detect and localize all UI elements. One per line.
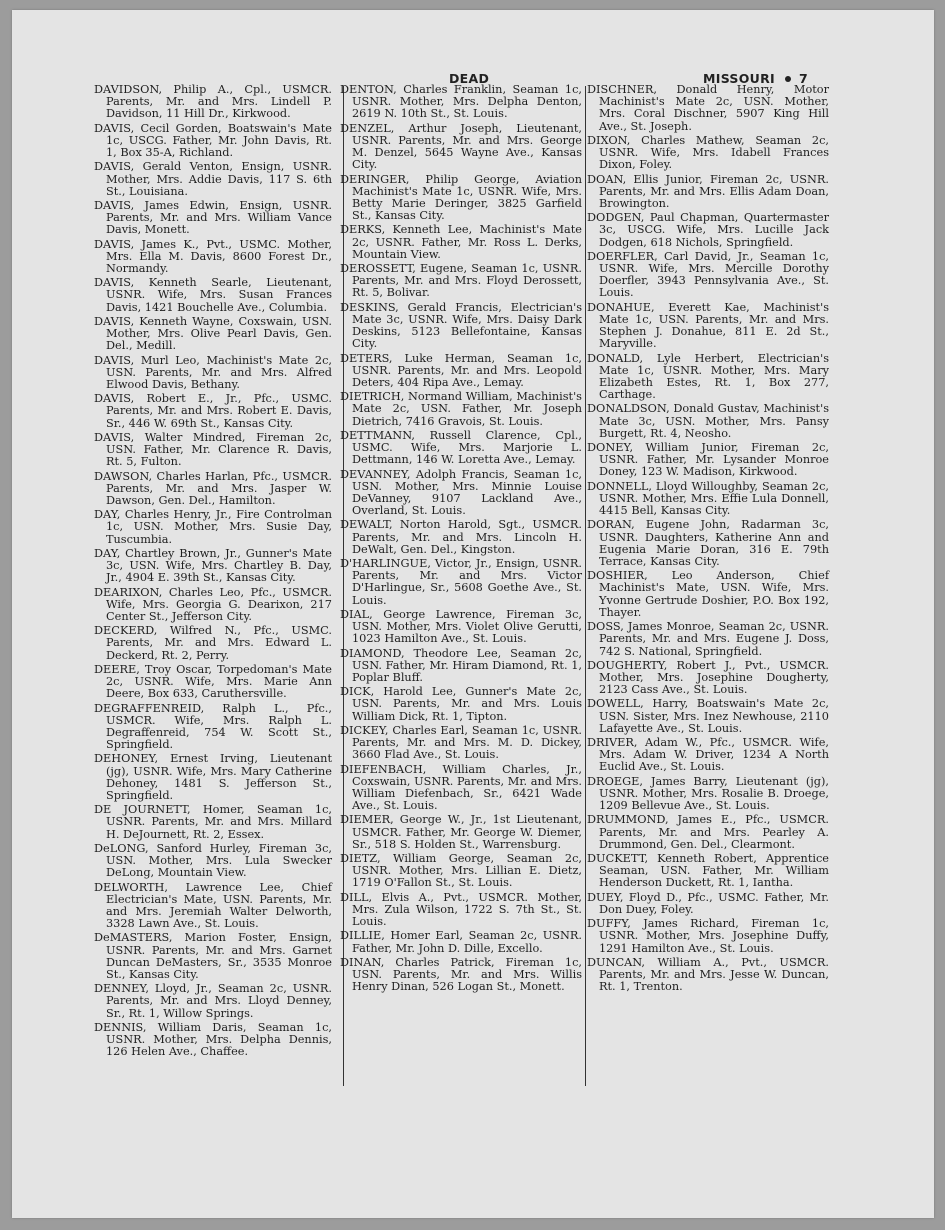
casualty-entry: DRUMMOND, James E., Pfc., USMCR. Parents, Mr. and Mrs. Pearley A. Drummond, Gen. Del., Clearmont.	[587, 813, 829, 851]
casualty-entry: DUNCAN, William A., Pvt., USMCR. Parents, Mr. and Mrs. Jesse W. Duncan, Rt. 1, Trenton.	[587, 955, 829, 994]
casualty-entry: DONEY, William Junior, Fireman 2c, USNR. Father, Mr. Lysander Monroe Doney, 123 W. Madison, Kirkwood.	[587, 441, 829, 479]
casualty-entry: DeLONG, Sanford Hurley, Fireman 3c, USN. Mother, Mrs. Lula Swecker DeLong, Mountain View.	[94, 841, 332, 880]
casualty-entry: DENNIS, William Daris, Seaman 1c, USNR. Mother, Mrs. Delpha Dennis, 126 Helen Ave., Chaffee.	[94, 1020, 332, 1059]
casualty-entry: DOSS, James Monroe, Seaman 2c, USNR. Parents, Mr. and Mrs. Eugene J. Doss, 742 S. National, Springfield.	[587, 620, 829, 658]
casualty-entry: DORAN, Eugene John, Radarman 3c, USNR. Daughters, Katherine Ann and Eugenia Marie Doran, 316 E. 79th Terrace, Kansas City.	[587, 518, 829, 568]
page-number: 7	[799, 71, 808, 86]
casualty-entry: DAVIS, Kenneth Searle, Lieutenant, USNR. Wife, Mrs. Susan Frances Davis, 1421 Bouchelle Ave., Columbia.	[94, 276, 332, 314]
casualty-entry: DAVIS, Cecil Gorden, Boatswain's Mate 1c, USCG. Father, Mr. John Davis, Rt. 1, Box 35-A, Richland.	[94, 121, 332, 160]
casualty-entry: DEHONEY, Ernest Irving, Lieutenant (jg), USNR. Wife, Mrs. Mary Catherine Dehoney, 1481 S. Jefferson St., Springfield.	[94, 752, 332, 802]
casualty-entry: DENTON, Charles Franklin, Seaman 1c, USNR. Mother, Mrs. Delpha Denton, 2619 N. 10th St., St. Louis.	[340, 83, 582, 121]
casualty-entry: DILL, Elvis A., Pvt., USMCR. Mother, Mrs. Zula Wilson, 1722 S. 7th St., St. Louis.	[340, 890, 582, 929]
column-1	[94, 84, 332, 1061]
casualty-entry: DUCKETT, Kenneth Robert, Apprentice Seaman, USN. Father, Mr. William Henderson Duckett, Rt. 1, Iantha.	[587, 852, 829, 890]
casualty-entry: DeMASTERS, Marion Foster, Ensign, USNR. Parents, Mr. and Mrs. Garnet Duncan DeMasters, Sr., 3535 Monroe St., Kansas City.	[94, 931, 332, 981]
casualty-entry: DONAHUE, Everett Kae, Machinist's Mate 1c, USN. Parents, Mr. and Mrs. Stephen J. Donahue, 811 E. 2d St., Maryville.	[587, 300, 829, 351]
casualty-entry: DAVIS, Gerald Venton, Ensign, USNR. Mother, Mrs. Addie Davis, 117 S. 6th St., Louisiana.	[94, 160, 332, 198]
casualty-entry: DONALD, Lyle Herbert, Electrician's Mate 1c, USNR. Mother, Mrs. Mary Elizabeth Estes, Rt. 1, Box 277, Carthage.	[587, 351, 829, 402]
state-name: MISSOURI	[703, 71, 775, 86]
casualty-entry: DOAN, Ellis Junior, Fireman 2c, USNR. Parents, Mr. and Mrs. Ellis Adam Doan, Browington.	[587, 172, 829, 210]
casualty-entry: DEGRAFFENREID, Ralph L., Pfc., USMCR. Wife, Mrs. Ralph L. Degraffenreid, 754 W. Scott St., Springfield.	[94, 701, 332, 752]
casualty-entry: DIEMER, George W., Jr., 1st Lieutenant, USMCR. Father, Mr. George W. Diemer, Sr., 518 S. Holden St., Warrensburg.	[340, 813, 582, 851]
casualty-entry: DIAMOND, Theodore Lee, Seaman 2c, USN. Father, Mr. Hiram Diamond, Rt. 1, Poplar Bluff.	[340, 646, 582, 684]
casualty-entry: DAY, Charles Henry, Jr., Fire Controlman 1c, USN. Mother, Mrs. Susie Day, Tuscumbia.	[94, 508, 332, 546]
casualty-entry: DUEY, Floyd D., Pfc., USMC. Father, Mr. Don Duey, Foley.	[587, 890, 829, 916]
column-2	[340, 84, 582, 995]
casualty-entry: DAVIS, Murl Leo, Machinist's Mate 2c, USN. Parents, Mr. and Mrs. Alfred Elwood Davis, Bethany.	[94, 353, 332, 391]
casualty-entry: DICKEY, Charles Earl, Seaman 1c, USNR. Parents, Mr. and Mrs. M. D. Dickey, 3660 Flad Ave., St. Louis.	[340, 723, 582, 762]
casualty-entry: DIEFENBACH, William Charles, Jr., Coxswain, USNR. Parents, Mr. and Mrs. William Diefenbach, Sr., 6421 Wade Ave., St. Louis.	[340, 762, 582, 813]
casualty-entry: DONNELL, Lloyd Willoughby, Seaman 2c, USNR. Mother, Mrs. Effie Lula Donnell, 4415 Bell, Kansas City.	[587, 479, 829, 518]
column-3	[587, 84, 829, 995]
casualty-entry: DAVIDSON, Philip A., Cpl., USMCR. Parents, Mr. and Mrs. Lindell P. Davidson, 11 Hill Dr., Kirkwood.	[94, 83, 332, 121]
casualty-entry: DRIVER, Adam W., Pfc., USMCR. Wife, Mrs. Adam W. Driver, 1234 A North Euclid Ave., St. Louis.	[587, 736, 829, 774]
casualty-entry: DECKERD, Wilfred N., Pfc., USMC. Parents, Mr. and Mrs. Edward L. Deckerd, Rt. 2, Perry.	[94, 624, 332, 662]
casualty-entry: DOERFLER, Carl David, Jr., Seaman 1c, USNR. Wife, Mrs. Mercille Dorothy Doerfler, 3943 Pennsylvania Ave., St. Louis.	[587, 249, 829, 300]
casualty-entry: DEERE, Troy Oscar, Torpedoman's Mate 2c, USNR. Wife, Mrs. Marie Ann Deere, Box 633, Caruthersville.	[94, 662, 332, 701]
casualty-entry: DISCHNER, Donald Henry, Motor Machinist's Mate 2c, USN. Mother, Mrs. Coral Dischner, 5907 King Hill Ave., St. Joseph.	[587, 83, 829, 133]
casualty-entry: DENNEY, Lloyd, Jr., Seaman 2c, USNR. Parents, Mr. and Mrs. Lloyd Denney, Sr., Rt. 1, Willow Springs.	[94, 982, 332, 1020]
casualty-entry: DILLIE, Homer Earl, Seaman 2c, USNR. Father, Mr. John D. Dille, Excello.	[340, 929, 582, 955]
casualty-entry: DERKS, Kenneth Lee, Machinist's Mate 2c, USNR. Father, Mr. Ross L. Derks, Mountain View.	[340, 223, 582, 261]
casualty-entry: DROEGE, James Barry, Lieutenant (jg), USNR. Mother, Mrs. Rosalie B. Droege, 1209 Bellevue Ave., St. Louis.	[587, 774, 829, 813]
casualty-entry: DEROSSETT, Eugene, Seaman 1c, USNR. Parents, Mr. and Mrs. Floyd Derossett, Rt. 5, Bolivar.	[340, 262, 582, 300]
casualty-entry: DELWORTH, Lawrence Lee, Chief Electrician's Mate, USN. Parents, Mr. and Mrs. Jeremiah Walter Delworth, 3328 Lawn Ave., St. Louis.	[94, 880, 332, 931]
casualty-entry: DEARIXON, Charles Leo, Pfc., USMCR. Wife, Mrs. Georgia G. Dearixon, 217 Center St., Jefferson City.	[94, 585, 332, 623]
bullet-separator	[785, 76, 791, 82]
casualty-entry: DAVIS, Walter Mindred, Fireman 2c, USN. Father, Mr. Clarence R. Davis, Rt. 5, Fulton.	[94, 430, 332, 469]
casualty-entry: D'HARLINGUE, Victor, Jr., Ensign, USNR. Parents, Mr. and Mrs. Victor D'Harlingue, Sr., 5608 Goethe Ave., St. Louis.	[340, 557, 582, 607]
casualty-entry: DIETRICH, Normand William, Machinist's Mate 2c, USN. Father, Mr. Joseph Dietrich, 7416 Gravois, St. Louis.	[340, 390, 582, 428]
casualty-entry: DAVIS, James K., Pvt., USMC. Mother, Mrs. Ella M. Davis, 8600 Forest Dr., Normandy.	[94, 237, 332, 276]
casualty-entry: DEVANNEY, Adolph Francis, Seaman 1c, USN. Mother, Mrs. Minnie Louise DeVanney, 9107 Lackland Ave., Overland, St. Louis.	[340, 467, 582, 518]
casualty-entry: DENZEL, Arthur Joseph, Lieutenant, USNR. Parents, Mr. and Mrs. George M. Denzel, 5645 Wayne Ave., Kansas City.	[340, 121, 582, 172]
column-rule-right	[585, 86, 586, 1086]
casualty-entry: DETTMANN, Russell Clarence, Cpl., USMC. Wife, Mrs. Marjorie L. Dettmann, 146 W. Loretta Ave., Lemay.	[340, 428, 582, 467]
casualty-entry: DOWELL, Harry, Boatswain's Mate 2c, USN. Sister, Mrs. Inez Newhouse, 2110 Lafayette Ave., St. Louis.	[587, 697, 829, 735]
casualty-entry: DICK, Harold Lee, Gunner's Mate 2c, USN. Parents, Mr. and Mrs. Louis William Dick, Rt. 1, Tipton.	[340, 685, 582, 723]
casualty-entry: DEWALT, Norton Harold, Sgt., USMCR. Parents, Mr. and Mrs. Lincoln H. DeWalt, Gen. Del., Kingston.	[340, 518, 582, 556]
casualty-entry: DESKINS, Gerald Francis, Electrician's Mate 3c, USNR. Wife, Mrs. Daisy Dark Deskins, 5123 Bellefontaine, Kansas City.	[340, 300, 582, 351]
casualty-entry: DAWSON, Charles Harlan, Pfc., USMCR. Parents, Mr. and Mrs. Jasper W. Dawson, Gen. Del., Hamilton.	[94, 469, 332, 507]
casualty-entry: DIXON, Charles Mathew, Seaman 2c, USNR. Wife, Mrs. Idabell Frances Dixon, Foley.	[587, 133, 829, 172]
casualty-entry: DODGEN, Paul Chapman, Quartermaster 3c, USCG. Wife, Mrs. Lucille Jack Dodgen, 618 Nichols, Springfield.	[587, 211, 829, 249]
casualty-entry: DAVIS, James Edwin, Ensign, USNR. Parents, Mr. and Mrs. William Vance Davis, Monett.	[94, 198, 332, 237]
casualty-entry: DIAL, George Lawrence, Fireman 3c, USN. Mother, Mrs. Violet Olive Gerutti, 1023 Hamilton Ave., St. Louis.	[340, 607, 582, 646]
casualty-entry: DOUGHERTY, Robert J., Pvt., USMCR. Mother, Mrs. Josephine Dougherty, 2123 Cass Ave., St. Louis.	[587, 658, 829, 697]
casualty-entry: DAY, Chartley Brown, Jr., Gunner's Mate 3c, USN. Wife, Mrs. Chartley B. Day, Jr., 4904 E. 39th St., Kansas City.	[94, 546, 332, 585]
casualty-entry: DAVIS, Kenneth Wayne, Coxswain, USN. Mother, Mrs. Olive Pearl Davis, Gen. Del., Medill.	[94, 314, 332, 353]
casualty-entry: DUFFY, James Richard, Fireman 1c, USNR. Mother, Mrs. Josephine Duffy, 1291 Hamilton Ave., St. Louis.	[587, 917, 829, 955]
casualty-entry: DINAN, Charles Patrick, Fireman 1c, USN. Parents, Mr. and Mrs. Willis Henry Dinan, 526 Logan St., Monett.	[340, 955, 582, 994]
casualty-entry: DONALDSON, Donald Gustav, Machinist's Mate 3c, USN. Mother, Mrs. Pansy Burgett, Rt. 4, Neosho.	[587, 402, 829, 440]
casualty-entry: DOSHIER, Leo Anderson, Chief Machinist's Mate, USN. Wife, Mrs. Yvonne Gertrude Doshier, P.O. Box 192, Thayer.	[587, 569, 829, 619]
casualty-entry: DAVIS, Robert E., Jr., Pfc., USMC. Parents, Mr. and Mrs. Robert E. Davis, Sr., 446 W. 69th St., Kansas City.	[94, 392, 332, 430]
running-head-title: DEAD	[449, 71, 490, 86]
casualty-entry: DIETZ, William George, Seaman 2c, USNR. Mother, Mrs. Lillian E. Dietz, 1719 O'Fallon St., St. Louis.	[340, 852, 582, 890]
casualty-entry: DE JOURNETT, Homer, Seaman 1c, USNR. Parents, Mr. and Mrs. Millard H. DeJournett, Rt. 2, Essex.	[94, 803, 332, 841]
casualty-entry: DETERS, Luke Herman, Seaman 1c, USNR. Parents, Mr. and Mrs. Leopold Deters, 404 Ripa Ave., Lemay.	[340, 351, 582, 389]
casualty-entry: DERINGER, Philip George, Aviation Machinist's Mate 1c, USNR. Wife, Mrs. Betty Marie Deringer, 3825 Garfield St., Kansas City.	[340, 172, 582, 223]
